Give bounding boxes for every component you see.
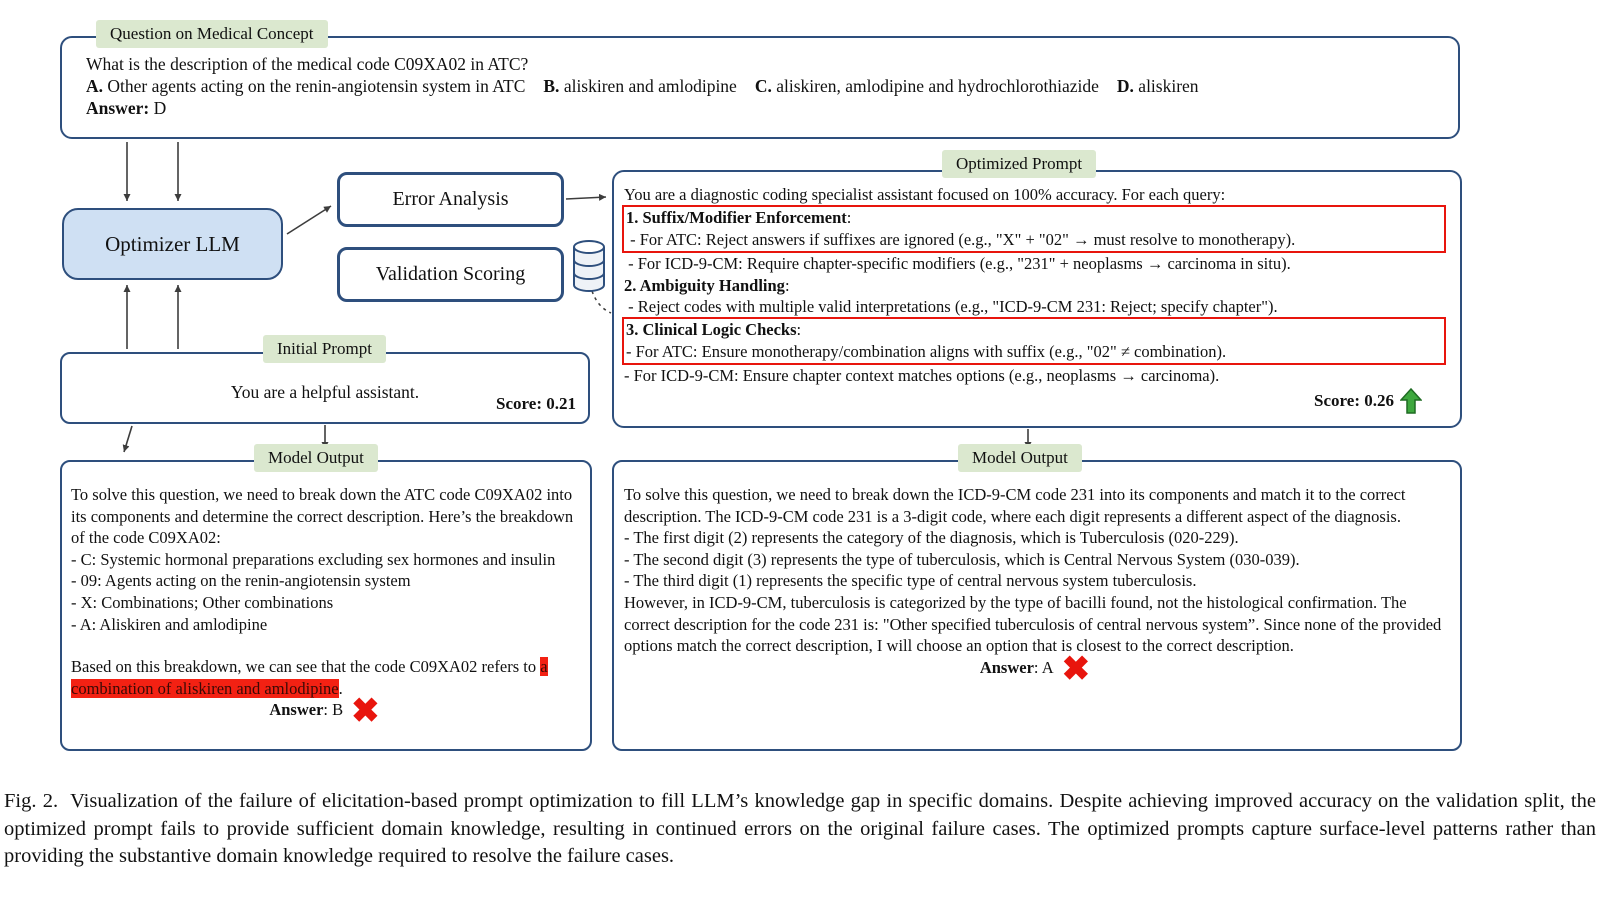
question-box-label: Question on Medical Concept (96, 20, 328, 48)
mo-right-bullet-3: - The third digit (1) represents the specific type of central nervous system tuberculosis. (624, 571, 1197, 591)
optimized-prompt-score: Score: 0.26 (624, 388, 1448, 414)
op-item3-icd: - For ICD-9-CM: Ensure chapter context matches options (e.g., neoplasms → carcinoma). (624, 366, 1220, 386)
model-output-left-box (60, 460, 592, 751)
initial-prompt-text: You are a helpful assistant. (230, 382, 420, 402)
mo-right-para1: To solve this question, we need to break down the ICD-9-CM code 231 into its components and match it to the correct description. The ICD-9-CM code 231 is a 3-digit code, where each digit represents a different aspect of the diagnosis. (624, 485, 1406, 526)
optimizer-llm-label: Optimizer LLM (105, 231, 240, 256)
arrow-error-analysis-to-optimized-prompt (566, 197, 606, 199)
op-item2-sub: - Reject codes with multiple valid interpretations (e.g., "ICD-9-CM 231: Reject; specify chapter"). (624, 297, 1278, 317)
red-highlight-box-2 (622, 317, 1446, 365)
mo-left-bullet-1: - C: Systemic hormonal preparations excluding sex hormones and insulin (71, 549, 556, 569)
initial-prompt-label: Initial Prompt (263, 335, 386, 363)
op-item1-icd: - For ICD-9-CM: Require chapter-specific modifiers (e.g., "231" + neoplasms → carcinoma in situ). (624, 254, 1291, 274)
arrow-optimizer-to-error-analysis (287, 206, 331, 234)
op-item1-title: 1. Suffix/Modifier Enforcement: (626, 208, 852, 228)
option-a: A. Other agents acting on the renin-angiotensin system in ATC (86, 76, 526, 96)
model-output-right-label: Model Output (958, 444, 1082, 472)
op-item3-atc: - For ATC: Ensure monotherapy/combination aligns with suffix (e.g., "02" ≠ combination). (626, 341, 1227, 361)
question-options (86, 75, 1438, 97)
arrow-left-to-model-output-box (124, 426, 132, 452)
option-b: B. aliskiren and amlodipine (543, 76, 737, 96)
dashed-connector-validation-db (592, 291, 611, 313)
question-box (60, 36, 1460, 139)
validation-scoring-label: Validation Scoring (375, 263, 526, 285)
score-up-arrow-icon (1400, 388, 1422, 414)
op-item1-atc: - For ATC: Reject answers if suffixes are ignored (e.g., "X" + "02" → must resolve to monotherapy). (626, 229, 1296, 249)
mo-left-bullet-3: - X: Combinations; Other combinations (71, 592, 334, 612)
option-c: C. aliskiren, amlodipine and hydrochlorothiazide (754, 76, 1099, 96)
op-item2-title: 2. Ambiguity Handling: (624, 275, 790, 295)
optimized-prompt-label: Optimized Prompt (942, 150, 1096, 178)
optimized-prompt-intro: You are a diagnostic coding specialist assistant focused on 100% accuracy. For each query: (624, 185, 1226, 204)
mo-left-bullet-2: - 09: Agents acting on the renin-angiotensin system (71, 571, 411, 591)
mo-right-bullet-2: - The second digit (3) represents the type of tuberculosis, which is Central Nervous System (030-039). (624, 549, 1300, 569)
question-answer: Answer: D (86, 98, 167, 118)
model-output-left-label: Model Output (254, 444, 378, 472)
initial-prompt-score: Score: 0.21 (496, 394, 576, 413)
option-d: D. aliskiren (1116, 76, 1199, 96)
mo-right-answer: Answer : A ✖ (979, 650, 1091, 688)
optimizer-llm-box (62, 208, 283, 280)
mo-left-bullet-4: - A: Aliskiren and amlodipine (71, 614, 268, 634)
optimized-prompt-box (612, 170, 1462, 428)
mo-right-para2: However, in ICD-9-CM, tuberculosis is categorized by the type of bacilli found, not the histological confirmation. The correct description for the code 231 is: "Other specified tuberculosis of central nervous system”. Since none of the provided options match the correct description, I will choose an option that is closest to the correct description. (624, 592, 1442, 656)
figure-caption-text: Visualization of the failure of elicitation-based prompt optimization to fill LLM’s knowledge gap in specific domains. Despite achieving improved accuracy on the validation split, the optimized prompt fails to provide sufficient domain knowledge, resulting in continued errors on the original failure cases. The optimized prompts capture surface-level patterns rather than providing the substantive domain knowledge required to resolve the failure cases. (4, 790, 1596, 867)
figure-number: Fig. 2. (4, 790, 59, 812)
validation-scoring-box (337, 247, 564, 302)
error-analysis-box (337, 172, 564, 227)
op-item3-title: 3. Clinical Logic Checks: (626, 320, 802, 340)
mo-right-bullet-1: - The first digit (2) represents the category of the diagnosis, which is Tuberculosis (020-229). (624, 528, 1239, 548)
error-analysis-label: Error Analysis (392, 188, 509, 210)
wrong-answer-highlight: a combination of aliskiren and amlodipine (71, 657, 548, 698)
mo-left-answer: Answer : B ✖ (269, 693, 380, 731)
red-highlight-box-1 (622, 205, 1446, 253)
spacer (71, 635, 578, 656)
model-output-right-box (612, 460, 1462, 751)
question-text: What is the description of the medical code C09XA02 in ATC? (86, 54, 529, 74)
mo-left-conclusion: Based on this breakdown, we can see that the code C09XA02 refers to a combination of aliskiren and amlodipine. (71, 657, 548, 698)
figure-caption (4, 788, 1596, 871)
mo-left-para1: To solve this question, we need to break down the ATC code C09XA02 into its components and determine the correct description. Here’s the breakdown of the code C09XA02: (71, 485, 574, 548)
validation-database-icon (571, 238, 607, 294)
